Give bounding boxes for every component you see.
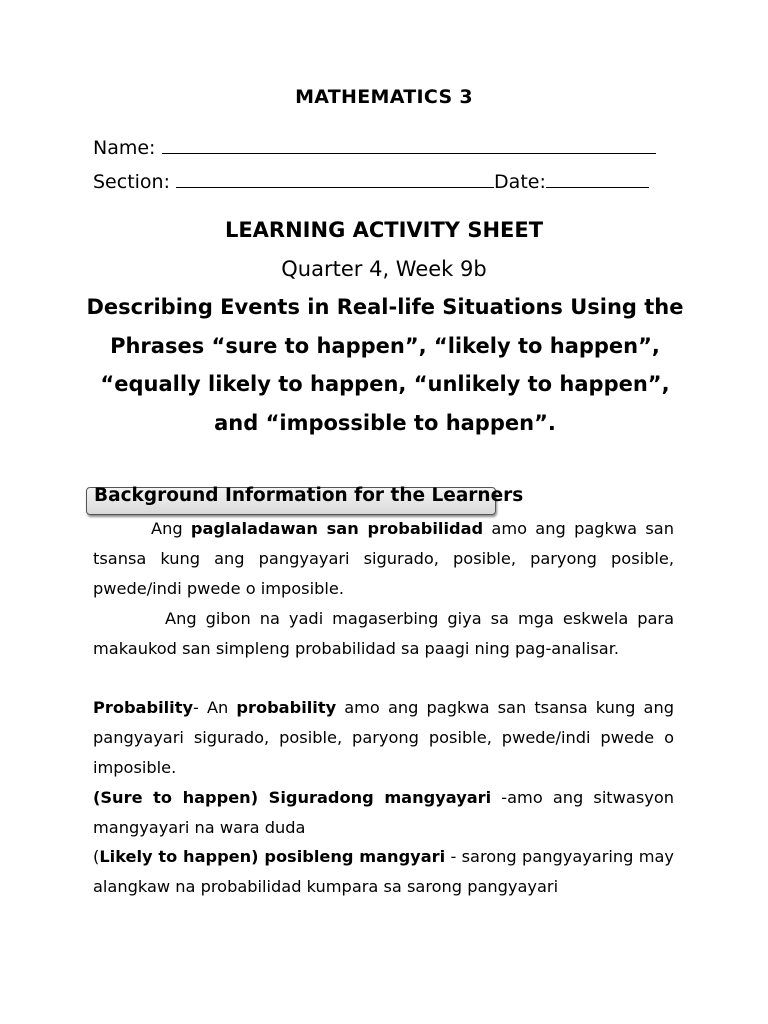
paragraph-intro: Ang paglaladawan san probabilidad amo ang pagkwa san tsansa kung ang pangyayari sigurado, posible, paryong posible, pwede/indi pwede o imposible. xyxy=(93,519,674,598)
name-field xyxy=(93,135,656,159)
date-blank-line[interactable] xyxy=(546,169,649,188)
paragraph-likely-to-happen: (Likely to happen) posibleng mangyari - sarong pangyayaring may alangkaw na probabilidad kumpara sa sarong pangyayari xyxy=(93,847,674,896)
background-heading: Background Information for the Learners xyxy=(94,485,524,506)
name-label: Name: xyxy=(93,137,162,159)
date-label: Date: xyxy=(494,171,546,193)
paragraph-purpose: Ang gibon na yadi magaserbing giya sa mga eskwela para makaukod san simpleng probabilidad sa paagi ning pag-analisar. xyxy=(93,609,674,658)
section-date-field xyxy=(93,169,649,193)
name-blank-line[interactable] xyxy=(162,135,656,154)
section-blank-line[interactable] xyxy=(176,169,494,188)
sheet-type-heading: LEARNING ACTIVITY SHEET xyxy=(224,218,544,242)
section-label: Section: xyxy=(93,171,177,193)
lesson-title: Describing Events in Real-life Situations Using the Phrases “sure to happen”, “likely to happen”, “equally likely to happen, “unlikely to happen”, and “impossible to happen”. xyxy=(86,295,684,435)
paragraph-sure-to-happen: (Sure to happen) Siguradong mangyayari -amo ang sitwasyon mangyayari na wara duda xyxy=(93,788,674,837)
subject-title: MATHEMATICS 3 xyxy=(295,86,473,108)
quarter-week: Quarter 4, Week 9b xyxy=(281,257,487,281)
paragraph-probability-definition: Probability- An probability amo ang pagkwa san tsansa kung ang pangyayari sigurado, posible, paryong posible, pwede/indi pwede o imposible. xyxy=(93,698,674,777)
